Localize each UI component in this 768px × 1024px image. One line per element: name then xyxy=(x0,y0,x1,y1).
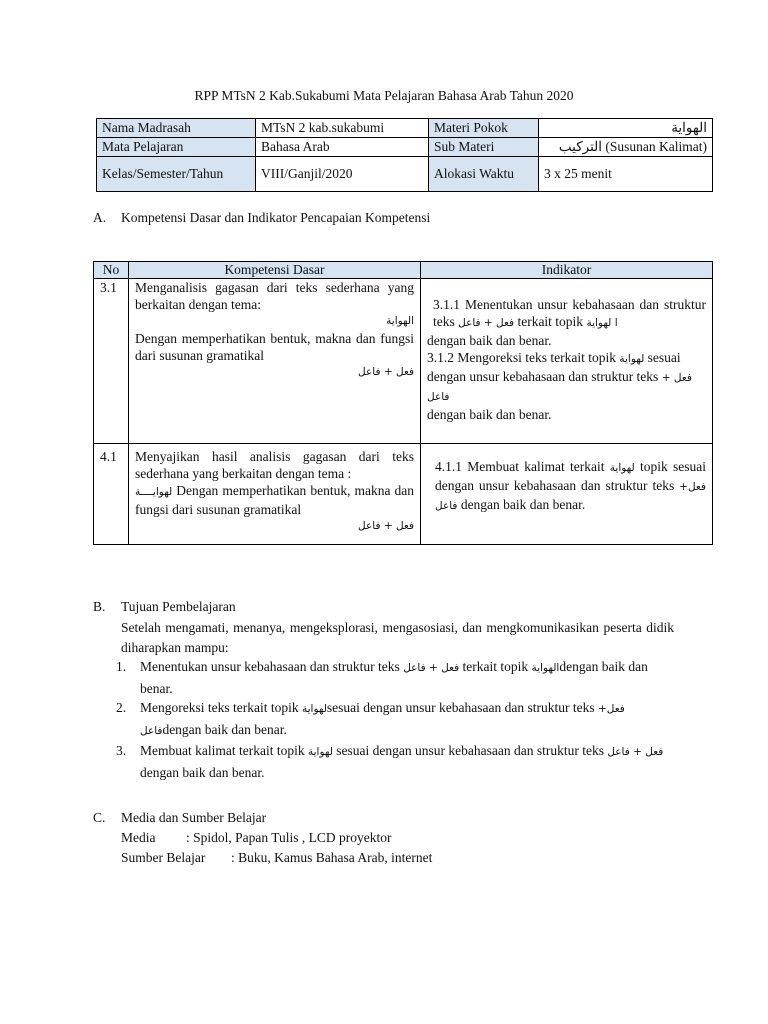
indikator-text: dengan baik dan benar. xyxy=(427,407,552,422)
indikator-text: Mengoreksi teks terkait topik xyxy=(457,350,616,365)
tujuan-item xyxy=(116,657,676,698)
tujuan-text: sesuai dengan unsur kebahasaan dan struktur teks xyxy=(326,700,595,715)
tujuan-list xyxy=(116,657,676,782)
tujuan-text: Mengoreksi teks terkait topik xyxy=(140,700,299,715)
section-letter: C. xyxy=(93,810,106,825)
kd-text: Dengan memperhatikan bentuk, makna dan fungsi dari susunan gramatikal xyxy=(135,483,415,517)
indikator-text: dengan baik dan benar. xyxy=(427,333,552,348)
info-table xyxy=(96,118,713,192)
col-header-kd: Kompetensi Dasar xyxy=(129,262,421,279)
col-header-indikator: Indikator xyxy=(421,262,713,279)
indikator-text: terkait topik xyxy=(517,314,584,329)
tujuan-text: terkait topik xyxy=(462,659,529,674)
indikator-arabic: ا لهواية xyxy=(586,317,618,329)
tujuan-arabic: لهواية xyxy=(301,703,327,715)
section-title: Kompetensi Dasar dan Indikator Pencapaian Kompetensi xyxy=(121,210,431,225)
media-label: Media xyxy=(121,830,156,845)
info-label: Sub Materi xyxy=(429,138,539,157)
tujuan-number: 3. xyxy=(116,743,127,758)
indikator-text: Menentukan unsur kebahasaan dan struktur teks xyxy=(433,297,706,329)
indikator-arabic: لهواية xyxy=(619,353,645,365)
tujuan-number: 2. xyxy=(116,700,127,715)
kd-arabic: فعل + فاعل xyxy=(358,366,414,378)
sumber-label: Sumber Belajar xyxy=(121,850,206,865)
section-letter: B. xyxy=(93,599,106,614)
sumber-value: : Buku, Kamus Bahasa Arab, internet xyxy=(231,850,433,865)
kd-cell xyxy=(129,279,421,444)
kd-row xyxy=(94,444,713,545)
indikator-text: sesuai dengan unsur kebahasaan dan struktur teks xyxy=(427,350,681,384)
kd-text: Menyajikan hasil analisis gagasan dari teks sederhana yang berkaitan dengan tema : xyxy=(135,449,414,481)
kd-header-row xyxy=(94,262,713,279)
info-label: Materi Pokok xyxy=(429,119,539,138)
tujuan-text: Menentukan unsur kebahasaan dan struktur teks xyxy=(140,659,400,674)
section-title: Media dan Sumber Belajar xyxy=(121,810,267,825)
indikator-arabic: لهواية xyxy=(609,462,635,474)
tujuan-text: sesuai dengan unsur kebahasaan dan struktur teks xyxy=(336,743,604,758)
tujuan-text: dengan baik dan benar. xyxy=(140,764,265,780)
kd-arabic: لهوايــــة xyxy=(135,486,173,498)
media-value: : Spidol, Papan Tulis , LCD proyektor xyxy=(186,830,392,845)
info-value: (Susunan Kalimat) التركيب xyxy=(539,138,713,157)
info-value: VIII/Ganjil/2020 xyxy=(256,157,429,192)
tujuan-arabic: الهواية xyxy=(531,662,560,674)
info-label: Alokasi Waktu xyxy=(429,157,539,192)
indikator-text: Membuat kalimat terkait xyxy=(467,459,605,474)
tujuan-arabic: فعل + فاعل xyxy=(403,662,460,674)
kd-table xyxy=(93,261,713,545)
indikator-cell xyxy=(421,279,713,444)
indikator-text: topik sesuai dengan unsur kebahasaan dan struktur teks xyxy=(435,459,706,493)
info-label: Kelas/Semester/Tahun xyxy=(97,157,256,192)
indikator-arabic: فعل + فاعل xyxy=(458,317,515,329)
section-c-heading xyxy=(93,810,267,826)
tujuan-text: Membuat kalimat terkait topik xyxy=(140,743,305,758)
info-value: Bahasa Arab xyxy=(256,138,429,157)
tujuan-text: dengan baik dan benar. xyxy=(140,659,648,696)
tujuan-text: dengan baik dan benar. xyxy=(162,721,287,737)
indikator-number: 4.1.1 xyxy=(435,459,462,474)
section-a-heading xyxy=(93,210,431,226)
kd-arabic: فعل + فاعل xyxy=(358,520,414,532)
info-label: Nama Madrasah xyxy=(97,119,256,138)
info-label: Mata Pelajaran xyxy=(97,138,256,157)
tujuan-arabic: فعل+ فاعل xyxy=(140,703,625,737)
section-b-heading xyxy=(93,599,236,615)
section-letter: A. xyxy=(93,210,107,225)
indikator-text: dengan baik dan benar. xyxy=(460,497,586,512)
sumber-line xyxy=(121,850,432,866)
info-value: الهواية xyxy=(539,119,713,138)
indikator-arabic: فعل+ فاعل xyxy=(435,481,706,512)
tujuan-number: 1. xyxy=(116,659,127,674)
tujuan-item xyxy=(116,741,676,782)
indikator-item xyxy=(427,349,706,423)
indikator-arabic: فعل + فاعل xyxy=(427,372,692,403)
kd-arabic: الهواية xyxy=(386,315,414,327)
tujuan-arabic: لهواية xyxy=(307,746,333,758)
indikator-number: 3.1.1 xyxy=(433,297,460,312)
info-row xyxy=(97,119,713,138)
media-line xyxy=(121,830,392,846)
indikator-cell xyxy=(421,444,713,545)
indikator-item xyxy=(427,279,706,349)
kd-text: Dengan memperhatikan bentuk, makna dan fungsi dari susunan gramatikal xyxy=(135,331,414,363)
tujuan-item xyxy=(116,698,676,741)
indikator-number: 3.1.2 xyxy=(427,350,454,365)
info-value: 3 x 25 menit xyxy=(539,157,713,192)
info-row xyxy=(97,157,713,192)
section-title: Tujuan Pembelajaran xyxy=(121,599,236,614)
kd-cell xyxy=(129,444,421,545)
info-row xyxy=(97,138,713,157)
row-number: 4.1 xyxy=(94,444,129,545)
document-title: RPP MTsN 2 Kab.Sukabumi Mata Pelajaran Bahasa Arab Tahun 2020 xyxy=(194,88,574,103)
info-value: MTsN 2 kab.sukabumi xyxy=(256,119,429,138)
col-header-no: No xyxy=(94,262,129,279)
row-number: 3.1 xyxy=(94,279,129,444)
kd-text: Menganalisis gagasan dari teks sederhana yang berkaitan dengan tema: xyxy=(135,280,414,312)
kd-row xyxy=(94,279,713,444)
tujuan-intro: Setelah mengamati, menanya, mengeksplorasi, mengasosiasi, dan mengkomunikasikan peserta didik diharapkan mampu: xyxy=(121,620,674,655)
indikator-item xyxy=(427,458,706,515)
tujuan-arabic: فعل + فاعل xyxy=(607,746,664,758)
